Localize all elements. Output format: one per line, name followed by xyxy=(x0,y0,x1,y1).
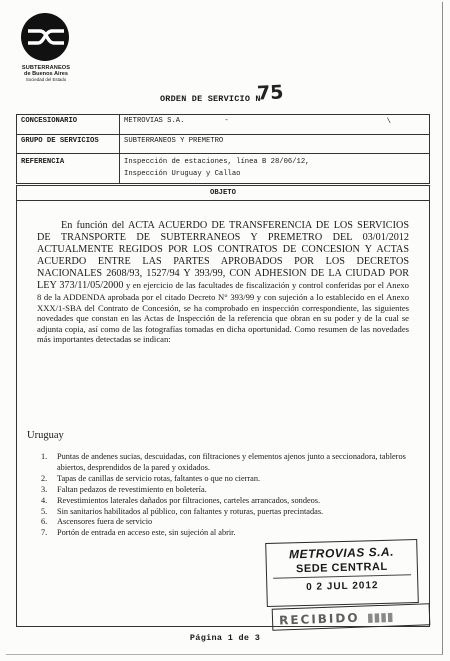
list-item: 4. Revestimientos laterales dañados por filtraciones, carteles arrancados, sondeos. xyxy=(41,495,321,505)
svg-text:RECIBIDO: RECIBIDO xyxy=(278,610,360,628)
objeto-paragraph-caps: En función del ACTA ACUERDO DE TRANSFERENCIA DE LOS SERVICIOS DE TRANSPORTE DE SUBTERRANEOS Y PREMETRO DEL 03/01/2012 ACTUALMENTE REGIDOS POR LOS CONTRATOS DE CONCESION Y ACTAS ACUERDO ENTRE LAS PARTES APROBADOS POR LOS DECRETOS NACIONALES 2608/93, 1527/94 Y 393/99, CON ADHESION DE LA CIUDAD POR LEY 373/11/05/2000 xyxy=(37,220,409,291)
info-label: REFERENCIA xyxy=(17,154,120,184)
station-heading: Uruguay xyxy=(27,430,64,441)
info-value: SUBTERRANEOS Y PREMETRO xyxy=(120,135,430,154)
list-item: 1. Puntas de andenes sucias, descuidadas, con filtraciones y elementos ajenos junto a seccionadora, tableros abiertos, desprendidos de la pared y oxidados. xyxy=(41,452,406,472)
objeto-paragraph-rest: y en ejercicio de las facultades de fiscalización y control conferidas por el Anexo 8 de la ADDENDA aprobada por el citado Decreto N° 393/99 y con sujeción a lo establecido en el Anexo XXX/1-SBA del Contrato de Concesión, se ha comprobado en inspección correspondiente, las siguientes novedades que constan en las Actas de Inspección de la referencia que obran en su poder y de la cual se adjunta copia, así como de las fotografías tomadas en dicha oportunidad. Como resumen de las novedades más importantes detectadas se indican: xyxy=(37,280,409,344)
info-label: CONCESIONARIO xyxy=(17,115,120,135)
svg-text:▮▮▮▮: ▮▮▮▮ xyxy=(366,609,394,625)
list-item: 7. Portón de entrada en acceso este, sin sujeción al abrir. xyxy=(41,528,236,538)
info-row-grupo xyxy=(17,135,430,154)
org-name-line-1: SUBTERRANEOS xyxy=(21,65,71,71)
findings-list xyxy=(41,452,413,539)
list-item: 6. Ascensores fuera de servicio xyxy=(41,517,153,527)
order-number-handwritten: 75 xyxy=(256,81,285,105)
info-table xyxy=(16,114,430,184)
referencia-line-1: Inspección de estaciones, línea B 28/06/12, xyxy=(124,158,310,166)
page-number: Página 1 de 3 xyxy=(189,633,261,643)
sbase-logo-icon xyxy=(20,12,70,62)
stamp-date: 0 2 JUL 2012 xyxy=(306,580,379,593)
list-item: 5. Sin sanitarios habilitados al público, con faltantes y roturas, puertas precintadas. xyxy=(41,506,324,516)
list-item: 3. Faltan pedazos de revestimiento en boletería. xyxy=(41,484,207,494)
concesionario-value: METROVIAS S.A. xyxy=(124,117,185,125)
objeto-paragraph xyxy=(37,220,409,345)
organization-name xyxy=(10,66,82,82)
referencia-line-2: Inspección Uruguay y Callao xyxy=(124,170,241,178)
info-value xyxy=(120,115,430,135)
org-name-line-3: Sociedad del Estado xyxy=(25,76,67,82)
objeto-heading: OBJETO xyxy=(17,186,429,201)
stamp-company: METROVIAS S.A. xyxy=(288,544,395,562)
reception-stamp xyxy=(265,539,419,607)
org-name-line-2: de Buenos Aires xyxy=(24,70,68,77)
concesionario-dash: - xyxy=(224,117,229,125)
list-item: 2. Tapas de canillas de servicio rotas, faltantes o que no cierran. xyxy=(41,473,261,483)
info-value xyxy=(120,154,430,184)
order-title: ORDEN DE SERVICIO N° xyxy=(160,94,267,104)
info-label: GRUPO DE SERVICIOS xyxy=(17,135,120,154)
info-row-referencia xyxy=(17,154,430,184)
info-row-concesionario xyxy=(17,115,430,135)
stamp-office: SEDE CENTRAL xyxy=(295,560,388,576)
pen-tick-mark: \ xyxy=(386,118,391,126)
